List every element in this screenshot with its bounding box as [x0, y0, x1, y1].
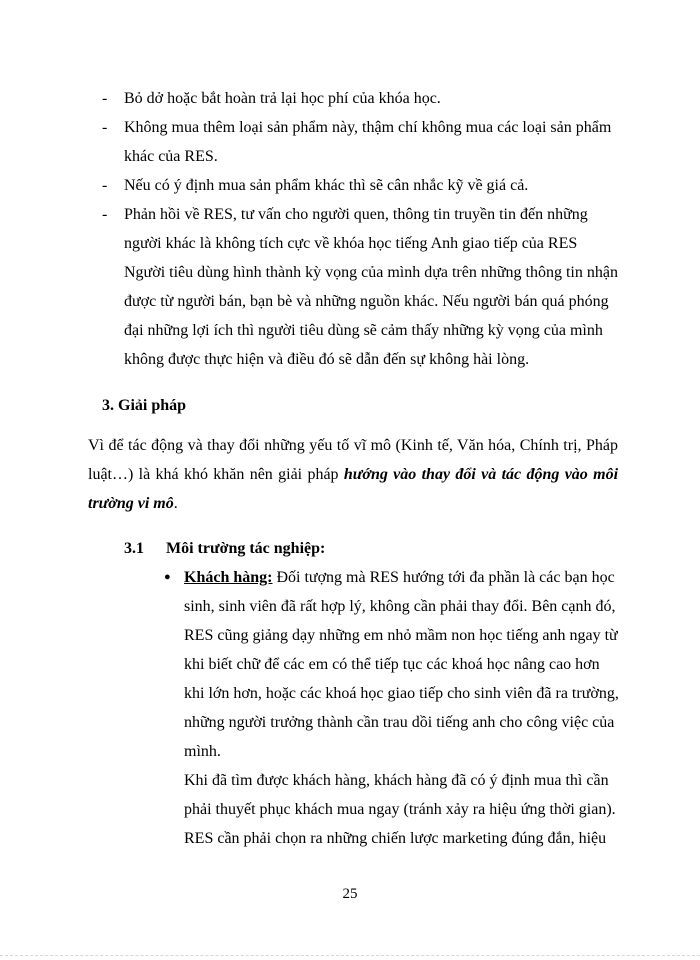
bullet-paragraph-continued: Khi đã tìm được khách hàng, khách hàng đã có ý định mua thì cần phải thuyết phục khách mua ngay (tránh xảy ra hiệu ứng thời gian). RES cần phải chọn ra những chiến lược marketing đúng đắn, hiệu [184, 772, 616, 847]
bullet-icon: ● [164, 571, 171, 583]
bullet-content [184, 563, 622, 853]
subsection-title: Môi trường tác nghiệp: [166, 540, 326, 557]
paragraph-lead-text: Vì để tác động và thay đổi những yếu tố vĩ mô (Kinh tế, Văn hóa, Chính trị, Pháp luật…) là khá khó khăn nên giải pháp [88, 437, 618, 483]
dash-list [100, 84, 620, 374]
subsection-number: 3.1 [124, 540, 144, 557]
page-edge-divider [0, 955, 700, 956]
list-item [100, 84, 620, 113]
dash-marker: - [102, 206, 108, 223]
dash-marker: - [102, 119, 108, 136]
list-item [100, 113, 620, 171]
section-heading: 3. Giải pháp [102, 397, 187, 414]
bullet-paragraph [184, 563, 622, 766]
list-item-text: Bỏ dở hoặc bắt hoàn trả lại học phí của khóa học. [124, 90, 441, 107]
list-item-text: Không mua thêm loại sản phẩm này, thậm chí không mua các loại sản phẩm khác của RES. [124, 119, 612, 165]
dash-marker: - [102, 90, 108, 107]
section-paragraph [88, 431, 618, 518]
subsection-heading [124, 534, 325, 563]
list-item-text: Nếu có ý định mua sản phẩm khác thì sẽ cân nhắc kỹ về giá cả. [124, 177, 529, 194]
bullet-text: Đối tượng mà RES hướng tới đa phần là các bạn học sinh, sinh viên đã rất hợp lý, không cần phải thay đổi. Bên cạnh đó, RES cũng giảng dạy những em nhỏ mầm non học tiếng anh ngay từ khi biết chữ để các em có thể tiếp tục các khoá học nâng cao hơn khi lớn hơn, hoặc các khoá học giao tiếp cho sinh viên đã ra trường, những người trưởng thành cần trau dồi tiếng anh cho công việc của mình. [184, 569, 619, 760]
page-number: 25 [342, 886, 358, 902]
paragraph-emphasis: hướng vào thay đổi và tác động vào môi trường vi mô [88, 466, 619, 512]
list-item [100, 171, 620, 200]
dash-marker: - [102, 177, 108, 194]
paragraph-end: . [173, 495, 178, 512]
bullet-term: Khách hàng: [184, 569, 273, 586]
list-item [100, 200, 620, 374]
bullet-item [164, 563, 622, 853]
list-item-text: Phản hồi về RES, tư vấn cho người quen, thông tin truyền tin đến những người khác là không tích cực về khóa học tiếng Anh giao tiếp của RES Người tiêu dùng hình thành kỳ vọng của mình dựa trên những thông tin nhận được từ người bán, bạn bè và những nguồn khác. Nếu người bán quá phóng đại những lợi ích thì người tiêu dùng sẽ cảm thấy những kỳ vọng của mình không được thực hiện và điều đó sẽ dẫn đến sự không hài lòng. [124, 206, 618, 368]
